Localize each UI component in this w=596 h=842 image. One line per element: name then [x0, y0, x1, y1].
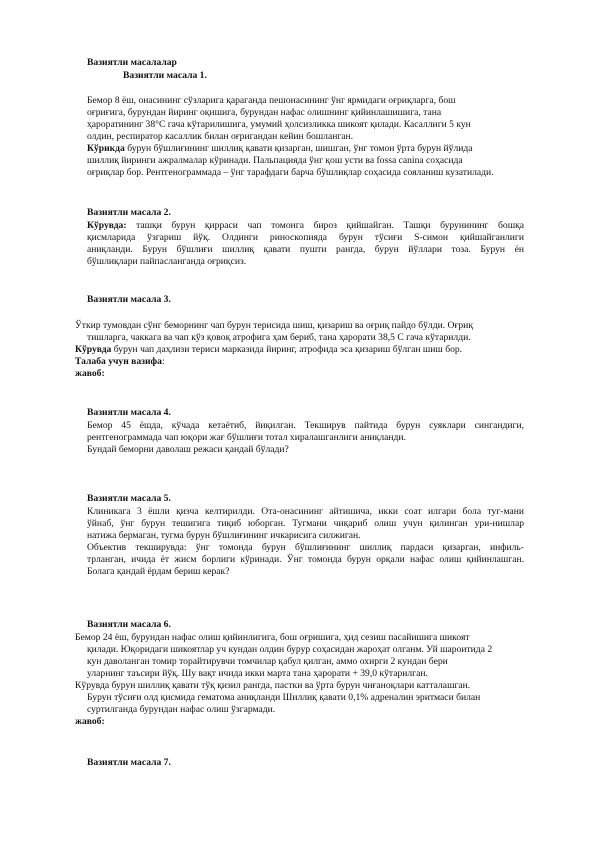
case-5-line: трланган, ичида ёт жисм борлиги кўринади. Ўнг томонда бурун орқали нафас олиш қийинлашган.	[87, 554, 524, 565]
case-5-line: Болага қандай ёрдам бериш керак?	[87, 566, 230, 577]
case-6-line: кун даволанган томир торайтирувчи томчилар қабул қилган, аммо охирги 2 кундан бери	[87, 656, 448, 667]
case-6-line: уларнинг таъсири йўқ. Шу вақт ичида икки марта тана ҳарорати + 39,0 кўтарилган.	[87, 668, 428, 679]
case-6-line: Бурун тўсиғи олд қисмида гематома аниқланди Шиллиқ қавати 0,1% адреналин эритмаси билан	[87, 692, 481, 703]
case-1-title: Вазиятли масала 1.	[123, 70, 207, 81]
case-1-exam-line: шиллиқ йиринги ажралмалар кўринади. Пальпацияда ўнг қош усти ва fossa canina соҳасида	[87, 155, 463, 166]
case-2-line: қисмларида ўзгариш йўқ. Олдинги риноскопияда бурун тўсиғи S-симон қийшайганлиги	[87, 232, 524, 243]
case-4-line: Бундай беморни даволаш режаси қандай бўлади?	[87, 444, 289, 455]
case-2-label: Кўрувда:	[87, 220, 127, 231]
case-4-line: Бемор 45 ёшда, кўчада кетаётиб, йиқилган. Текширув пайтида бурун суяклари сингандиги,	[87, 420, 524, 431]
case-2-line	[87, 220, 524, 231]
document-title: Вазиятли масалалар	[87, 57, 177, 68]
case-1-exam-text: бурун бўшлиғининг шиллиқ қавати қизарган, шишган, ўнг томон ўрта бурун йўлида	[124, 143, 473, 154]
case-6-line: Кўрувда бурун шиллиқ қавати тўқ қизил рангда, пастки ва ўрта бурун чиғаноқлари катталашган.	[75, 680, 471, 691]
case-3-task-colon: :	[161, 356, 165, 367]
case-3-exam-label: Кўрувда	[75, 344, 112, 355]
case-1-line: Бемор 8 ёш, онасининг сўзларига қараганда пешонасининг ўнг ярмидаги оғриқларга, бош	[87, 95, 456, 106]
case-5-line: Объектив текширувда: ўнг томонда бурун бўшлиғининг шиллиқ пардаси қизарган, инфиль-	[87, 542, 524, 553]
case-6-answer-label: жавоб:	[75, 716, 105, 727]
case-6-line: қилади. Юқоридаги шикоятлар уч кундан олдин бурур соҳасидан жароҳат олганм. Уй шароитида 2	[87, 644, 493, 655]
case-4-line: рентгенограммада чап юқори жағ бўшлиғи тотал хиралашганлиги аниқланди.	[87, 432, 406, 443]
case-6-line: суртилганда бурундан нафас олиш ўзгармади.	[87, 704, 276, 715]
case-3-line: Ўткир тумовдан сўнг беморнинг чап бурун терисида шиш, қизариш ва оғриқ пайдо бўлди. Оғриқ	[75, 320, 473, 331]
case-3-task	[75, 356, 165, 367]
case-1-exam-label: Кўрикда	[87, 143, 125, 154]
case-1-line: олдин, респиратор касаллик билан оғригандан кейин бошланган.	[87, 131, 354, 142]
case-5-line: натижа бермаган, тугма бурун бўшлиғининг ичкарисига силжиган.	[87, 530, 361, 541]
case-3-exam-line	[75, 344, 462, 355]
case-3-title: Вазиятли масала 3.	[87, 294, 171, 305]
case-5-line: ўйнаб, ўнг бурун тешигига тиқиб юборган. Тугмани чиқариб олиш учун қилинган ури-нишлар	[87, 518, 524, 529]
case-3-line: тишларга, чаккага ва чап кўз қовоқ атрофига ҳам бериб, тана ҳарорати 38,5 С гача кўтарилди.	[87, 332, 471, 343]
case-1-exam-line	[87, 143, 473, 154]
case-3-answer-label: жавоб:	[75, 368, 105, 379]
case-2-line: аниқланди. Бурун бўшлиғи шиллиқ қавати пушти рангда, бурун йўллари тоза. Бурун ён	[87, 244, 524, 255]
case-1-line: ҳароратининг 38°С гача кўтарилишига, умумий ҳолсизликка шикоят қилади. Касаллиги 5 кун	[87, 119, 471, 130]
case-5-line: Клиникага 3 ёшли қизча келтирилди. Ота-онасининг айтишича, икки соат илгари бола туг-мани	[87, 506, 524, 517]
case-4-title: Вазиятли масала 4.	[87, 407, 171, 418]
case-5-title: Вазиятли масала 5.	[87, 493, 171, 504]
case-6-title: Вазиятли масала 6.	[87, 619, 171, 630]
case-1-exam-line: оғриқлар бор. Рентгенограммада – ўнг тарафдаги барча бўшлиқлар соҳасида сояланиш кузатилади.	[87, 167, 494, 178]
case-1-line: оғриғига, бурундан йиринг оқишига, бурундан нафас олишнинг қийинлашишига, тана	[87, 107, 442, 118]
case-2-title: Вазиятли масала 2.	[87, 207, 171, 218]
case-6-line: Бемор 24 ёш, бурундан нафас олиш қийинлигига, бош оғришига, ҳид сезиш пасайишига шикоят	[75, 632, 470, 643]
case-3-task-label: Талаба учун вазифа	[75, 356, 162, 367]
case-3-exam-text: бурун чап даҳлизи териси марказида йиринг, атрофида эса қизариш бўлган шиш бор.	[111, 344, 463, 355]
case-2-text: ташқи бурун қирраси чап томонга бироз қийшайган. Ташқи бурунининг бошқа	[126, 220, 524, 231]
case-7-title: Вазиятли масала 7.	[87, 757, 171, 768]
case-2-line: бўшлиқлари пайпасланганда оғриқсиз.	[87, 256, 247, 267]
